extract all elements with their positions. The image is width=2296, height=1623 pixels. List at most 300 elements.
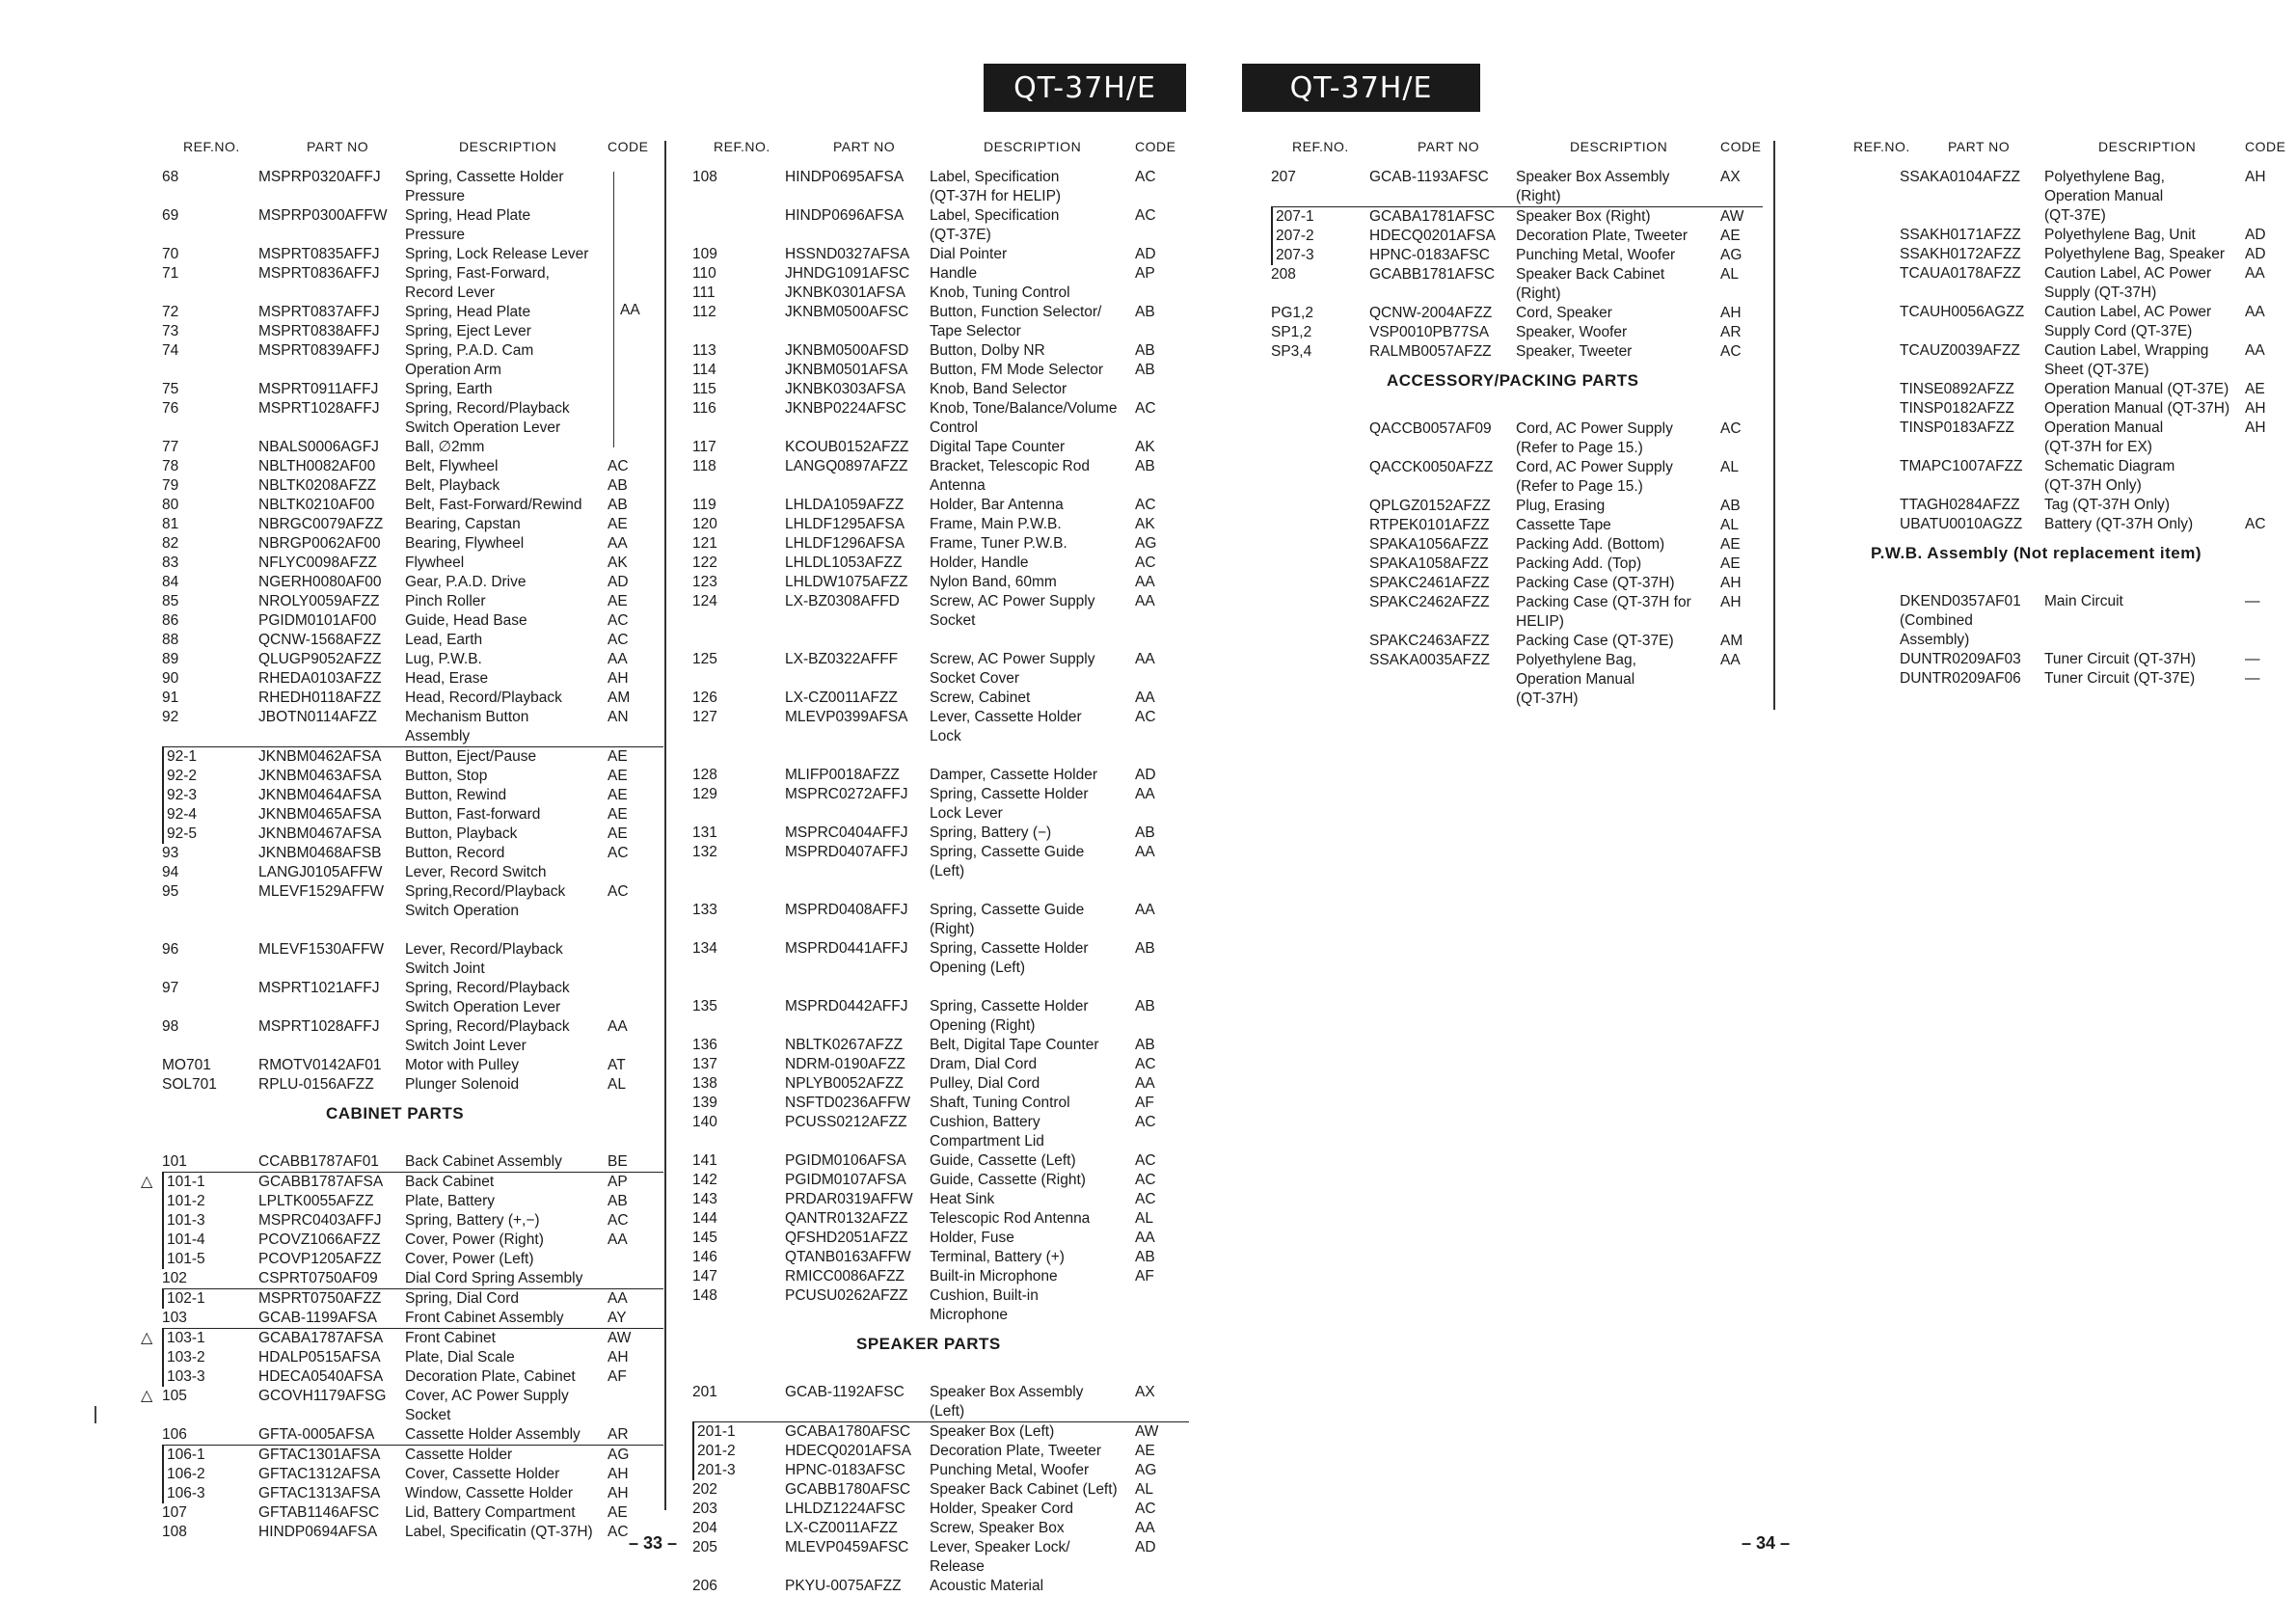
price-code: AW — [608, 1330, 632, 1346]
part-description: Packing Add. (Top) — [1516, 555, 1642, 572]
part-description: Cassette Holder Assembly — [405, 1426, 581, 1443]
section-title: P.W.B. Assembly (Not replacement item) — [1871, 544, 2202, 562]
description-header: DESCRIPTION — [459, 139, 557, 154]
price-code: AA — [2245, 304, 2265, 320]
part-number: RALMB0057AFZZ — [1369, 343, 1492, 360]
table-row — [1832, 380, 2276, 399]
part-description: Label, Specification (QT-37H for HELIP) — [930, 169, 1062, 204]
part-number: QTANB0163AFFW — [785, 1249, 911, 1265]
price-code: — — [2245, 670, 2260, 687]
price-code: AP — [608, 1174, 628, 1190]
table-row — [162, 1211, 663, 1231]
table-row — [692, 592, 1189, 631]
table-row — [692, 554, 1189, 573]
ref-number: 101-1 — [162, 1173, 258, 1192]
part-number: RHEDH0118AFZZ — [258, 690, 382, 706]
table-row — [692, 824, 1189, 843]
table-row — [1832, 457, 2276, 496]
ref-number: 79 — [162, 477, 179, 494]
part-no-header: PART NO — [1418, 139, 1480, 154]
part-number: JKNBM0462AFSA — [258, 748, 382, 765]
price-code: AH — [608, 1349, 629, 1366]
part-number: DKEND0357AF01 (Combined Assembly) — [1900, 593, 2021, 648]
table-row — [692, 939, 1189, 978]
part-number: NDRM-0190AFZZ — [785, 1056, 905, 1072]
part-number: LX-BZ0308AFFD — [785, 593, 900, 609]
ref-number: 106 — [162, 1426, 187, 1443]
part-description: Window, Cassette Holder — [405, 1485, 574, 1501]
table-row — [692, 997, 1189, 1036]
part-description: Built-in Microphone — [930, 1268, 1058, 1285]
price-code: AC — [1135, 1172, 1156, 1188]
part-description: Screw, AC Power Supply Socket Cover — [930, 651, 1095, 687]
ref-number: 71 — [162, 265, 179, 282]
price-code: AC — [608, 458, 629, 474]
part-number: MSPRD0407AFFJ — [785, 844, 908, 860]
stray-mark — [95, 1406, 96, 1423]
part-description: Spring, Cassette Holder Opening (Right) — [930, 998, 1089, 1034]
price-code: AA — [1135, 786, 1155, 802]
column-divider — [1773, 141, 1775, 710]
table-row — [692, 1577, 1189, 1596]
ref-number: 120 — [692, 516, 717, 532]
ref-number: 94 — [162, 864, 179, 880]
part-description: Cord, AC Power Supply (Refer to Page 15.) — [1516, 459, 1673, 495]
table-row — [692, 1500, 1189, 1519]
price-code: AB — [1720, 498, 1741, 514]
part-number: HDALP0515AFSA — [258, 1349, 381, 1366]
price-code: AD — [2245, 227, 2266, 243]
price-code: AE — [608, 1504, 628, 1521]
part-description: Polyethylene Bag, Operation Manual (QT-37E) — [2044, 169, 2165, 224]
table-row — [141, 1172, 663, 1192]
price-code: AB — [608, 497, 628, 513]
table-row — [1271, 555, 1763, 574]
part-description: Back Cabinet — [405, 1174, 495, 1190]
price-code: AE — [608, 825, 628, 842]
part-description: Spring, Cassette Holder Opening (Left) — [930, 940, 1089, 976]
part-description: Holder, Speaker Cord — [930, 1501, 1074, 1517]
part-number: HDECQ0201AFSA — [785, 1443, 911, 1459]
price-code: AK — [608, 555, 628, 571]
part-number: TTAGH0284AFZZ — [1900, 497, 2020, 513]
part-number: GCABA1781AFSC — [1369, 208, 1496, 225]
description-header: DESCRIPTION — [984, 139, 1082, 154]
part-number: QACCB0057AF09 — [1369, 420, 1492, 437]
price-code: AP — [1135, 265, 1155, 282]
table-row — [162, 341, 663, 380]
table-row — [162, 496, 663, 515]
ref-number: 148 — [692, 1287, 717, 1304]
code-group-value: AA — [620, 302, 640, 318]
part-number: SSAKA0104AFZZ — [1900, 169, 2020, 185]
table-row — [162, 863, 663, 882]
table-row — [141, 1387, 663, 1425]
part-description: Spring, Record/Playback Switch Operation Lever — [405, 980, 570, 1015]
table-row — [692, 1248, 1189, 1267]
parts-column-2 — [692, 135, 1189, 1596]
price-code: AC — [608, 1212, 629, 1229]
part-description: Dial Cord Spring Assembly — [405, 1270, 583, 1286]
part-number: GCOVH1179AFSG — [258, 1388, 387, 1404]
table-row — [1832, 592, 2276, 650]
price-code: AE — [608, 806, 628, 823]
part-number: NBRGP0062AF00 — [258, 535, 381, 552]
table-row — [162, 825, 663, 844]
part-description: Speaker Box (Right) — [1516, 208, 1651, 225]
part-number: QPLGZ0152AFZZ — [1369, 498, 1491, 514]
ref-number: 72 — [162, 304, 179, 320]
ref-number: 111 — [692, 284, 716, 301]
part-number: HINDP0694AFSA — [258, 1524, 378, 1540]
price-code: AE — [608, 593, 628, 609]
price-code: AH — [2245, 169, 2266, 185]
price-code: AG — [1720, 247, 1742, 263]
part-description: Tag (QT-37H Only) — [2044, 497, 2171, 513]
part-number: PGIDM0107AFSA — [785, 1172, 906, 1188]
table-row — [692, 843, 1189, 881]
ref-number: 139 — [692, 1095, 717, 1111]
part-description: Nylon Band, 60mm — [930, 574, 1057, 590]
ref-number: 105 — [162, 1388, 187, 1404]
table-row — [692, 1055, 1189, 1074]
table-row — [692, 1094, 1189, 1113]
part-description: Front Cabinet Assembly — [405, 1310, 564, 1326]
part-number: MLEVP0459AFSC — [785, 1539, 909, 1555]
part-number: SPAKC2462AFZZ — [1369, 594, 1490, 610]
price-code: AB — [1135, 1249, 1155, 1265]
table-row — [692, 650, 1189, 689]
part-description: Button, Record — [405, 845, 505, 861]
table-row — [692, 361, 1189, 380]
part-number: NBLTK0267AFZZ — [785, 1037, 904, 1053]
table-row — [692, 457, 1189, 496]
part-number: GCABB1781AFSC — [1369, 266, 1496, 283]
table-row — [1832, 303, 2276, 341]
part-description: Battery (QT-37H Only) — [2044, 516, 2194, 532]
part-description: Dial Pointer — [930, 246, 1008, 262]
part-number: DUNTR0209AF03 — [1900, 651, 2021, 667]
table-row — [162, 1152, 663, 1172]
price-code: AW — [1135, 1423, 1159, 1440]
part-description: Ball, ∅2mm — [405, 439, 485, 455]
price-code: AK — [1135, 516, 1155, 532]
part-description: Mechanism Button Assembly — [405, 709, 529, 744]
ref-number: 98 — [162, 1018, 179, 1035]
table-row — [692, 534, 1189, 554]
table-row — [162, 1503, 663, 1523]
part-number: NBLTK0208AFZZ — [258, 477, 377, 494]
part-description: Spring, Cassette Holder Pressure — [405, 169, 564, 204]
table-row — [1271, 651, 1763, 709]
part-number: LX-CZ0011AFZZ — [785, 1520, 898, 1536]
part-description: Spring, P.A.D. Cam Operation Arm — [405, 342, 534, 378]
price-code: AC — [1720, 420, 1742, 437]
ref-number: 119 — [692, 497, 716, 513]
part-number: GFTA-0005AFSA — [258, 1426, 375, 1443]
safety-warning-icon: △ — [141, 1174, 153, 1190]
price-code: AE — [1720, 228, 1741, 244]
ref-number: 80 — [162, 497, 179, 513]
part-number: TINSP0183AFZZ — [1900, 419, 2014, 436]
price-code: AL — [608, 1076, 626, 1093]
column-header — [692, 135, 1189, 156]
part-number: NROLY0059AFZZ — [258, 593, 380, 609]
section-title: ACCESSORY/PACKING PARTS — [1387, 371, 1639, 390]
table-row — [692, 1171, 1189, 1190]
part-number: KCOUB0152AFZZ — [785, 439, 909, 455]
ref-number: 97 — [162, 980, 179, 996]
ref-number: 143 — [692, 1191, 717, 1207]
price-code: AB — [1135, 998, 1155, 1014]
part-number: NSFTD0236AFFW — [785, 1095, 911, 1111]
price-code: AA — [1135, 844, 1155, 860]
table-row — [692, 1421, 1189, 1442]
table-row — [692, 1267, 1189, 1286]
ref-number: 205 — [692, 1539, 717, 1555]
ref-number: 103 — [162, 1310, 187, 1326]
part-number: PKYU-0075AFZZ — [785, 1578, 902, 1594]
table-row — [692, 264, 1189, 284]
table-row — [692, 1113, 1189, 1151]
table-row — [692, 399, 1189, 438]
ref-number: 137 — [692, 1056, 717, 1072]
part-description: Spring, Head Plate Pressure — [405, 207, 531, 243]
part-description: Screw, Speaker Box — [930, 1520, 1065, 1536]
part-number: MSPRD0442AFFJ — [785, 998, 908, 1014]
part-number: MSPRP0300AFFW — [258, 207, 388, 224]
table-row — [1832, 399, 2276, 419]
table-row — [1271, 265, 1763, 304]
part-description: Handle — [930, 265, 978, 282]
table-row — [1271, 246, 1763, 265]
price-code: — — [2245, 593, 2260, 609]
part-number: QANTR0132AFZZ — [785, 1210, 908, 1227]
ref-number: 69 — [162, 207, 179, 224]
part-number: PCUSU0262AFZZ — [785, 1287, 908, 1304]
table-row — [692, 206, 1189, 245]
ref-number: 145 — [692, 1230, 717, 1246]
ref-number: 129 — [692, 786, 717, 802]
table-row — [1271, 419, 1763, 458]
ref-number: 85 — [162, 593, 179, 609]
description-header: DESCRIPTION — [1570, 139, 1668, 154]
table-row — [1832, 496, 2276, 515]
ref-number: 117 — [692, 439, 716, 455]
ref-number: 92-4 — [162, 805, 258, 825]
part-description: Spring, Dial Cord — [405, 1290, 520, 1307]
table-row — [162, 554, 663, 573]
price-code: AH — [1720, 594, 1742, 610]
price-code: AD — [608, 574, 629, 590]
page-number-left: – 33 – — [629, 1533, 678, 1553]
price-code: AX — [1720, 169, 1741, 185]
part-description: Lead, Earth — [405, 632, 483, 648]
price-code: AC — [1135, 1114, 1156, 1130]
code-header: CODE — [608, 139, 649, 154]
part-description: Bearing, Capstan — [405, 516, 521, 532]
table-row — [692, 515, 1189, 534]
ref-number: 75 — [162, 381, 179, 397]
part-number: JKNBM0465AFSA — [258, 806, 382, 823]
part-number: MLEVF1529AFFW — [258, 883, 385, 900]
part-description: Decoration Plate, Tweeter — [930, 1443, 1102, 1459]
table-row — [1271, 323, 1763, 342]
table-row — [162, 1309, 663, 1328]
part-number: TMAPC1007AFZZ — [1900, 458, 2023, 474]
price-code: AC — [2245, 516, 2266, 532]
ref-number: 147 — [692, 1268, 717, 1285]
part-no-header: PART NO — [833, 139, 896, 154]
part-description: Spring, Cassette Guide (Left) — [930, 844, 1085, 879]
price-code: AY — [608, 1310, 627, 1326]
table-row — [692, 380, 1189, 399]
part-description: Knob, Tone/Balance/Volume Control — [930, 400, 1118, 436]
ref-number: 141 — [692, 1152, 717, 1169]
part-number: JHNDG1091AFSC — [785, 265, 910, 282]
part-number: HPNC-0183AFSC — [1369, 247, 1490, 263]
part-number: JKNBM0467AFSA — [258, 825, 382, 842]
table-row — [162, 979, 663, 1017]
table-row — [162, 767, 663, 786]
ref-number: 77 — [162, 439, 179, 455]
price-code: AH — [1720, 305, 1742, 321]
table-row — [162, 457, 663, 476]
part-description: Cushion, Built-in Microphone — [930, 1287, 1039, 1323]
price-code: AG — [608, 1447, 630, 1463]
price-code: AB — [608, 477, 628, 494]
part-description: Screw, AC Power Supply Socket — [930, 593, 1095, 629]
table-row — [162, 1348, 663, 1367]
price-code: AA — [1720, 652, 1741, 668]
price-code: BE — [608, 1153, 628, 1170]
price-code: AR — [608, 1426, 629, 1443]
part-number: JKNBM0501AFSA — [785, 362, 908, 378]
section-title: CABINET PARTS — [326, 1104, 465, 1123]
ref-number: 134 — [692, 940, 717, 957]
ref-number: 103-1 — [162, 1329, 258, 1348]
price-code: AA — [1135, 593, 1155, 609]
ref-number: 207-2 — [1271, 227, 1369, 246]
table-row — [692, 168, 1189, 206]
table-row — [1271, 497, 1763, 516]
ref-number: SOL701 — [162, 1076, 217, 1093]
part-number: QACCK0050AFZZ — [1369, 459, 1494, 475]
part-description: Spring,Record/Playback Switch Operation — [405, 883, 566, 919]
price-code: — — [2245, 651, 2260, 667]
price-code: AE — [2245, 381, 2265, 397]
ref-number: 73 — [162, 323, 179, 339]
price-code: AB — [1135, 458, 1155, 474]
price-code: AA — [608, 1231, 628, 1248]
part-number: LANGJ0105AFFW — [258, 864, 383, 880]
ref-number: 92-1 — [162, 747, 258, 767]
table-row — [162, 1269, 663, 1288]
part-number: SPAKC2463AFZZ — [1369, 633, 1490, 649]
part-description: Cushion, Battery Compartment Lid — [930, 1114, 1044, 1150]
part-description: Packing Add. (Bottom) — [1516, 536, 1665, 553]
part-description: Spring, Record/Playback Switch Joint Lever — [405, 1018, 570, 1054]
part-number: LX-BZ0322AFFF — [785, 651, 899, 667]
part-description: Spring, Cassette Guide (Right) — [930, 902, 1085, 937]
part-number: VSP0010PB77SA — [1369, 324, 1490, 340]
table-row — [1271, 458, 1763, 497]
table-row — [1271, 632, 1763, 651]
ref-number: 136 — [692, 1037, 717, 1053]
ref-number: PG1,2 — [1271, 305, 1313, 321]
column-divider — [664, 141, 666, 1510]
price-code: AA — [1135, 651, 1155, 667]
part-description: Schematic Diagram (QT-37H Only) — [2044, 458, 2175, 494]
part-number: LHLDF1295AFSA — [785, 516, 905, 532]
part-number: LX-CZ0011AFZZ — [785, 690, 898, 706]
part-number: MSPRT0835AFFJ — [258, 246, 380, 262]
ref-number: 101-5 — [162, 1250, 258, 1269]
table-row — [162, 168, 663, 206]
ref-number: 96 — [162, 941, 179, 958]
part-description: Frame, Main P.W.B. — [930, 516, 1062, 532]
price-code: AC — [1135, 207, 1156, 224]
price-code: AC — [1135, 497, 1156, 513]
part-number: QCNW-2004AFZZ — [1369, 305, 1493, 321]
ref-number: 116 — [692, 400, 716, 417]
part-number: QLUGP9052AFZZ — [258, 651, 382, 667]
price-code: AC — [1135, 1501, 1156, 1517]
ref-number: 201-2 — [692, 1442, 785, 1461]
table-row — [1271, 206, 1763, 227]
part-description: Lid, Battery Compartment — [405, 1504, 576, 1521]
part-description: Lever, Record Switch — [405, 864, 547, 880]
table-row — [692, 245, 1189, 264]
table-row — [162, 573, 663, 592]
part-number: JBOTN0114AFZZ — [258, 709, 377, 725]
price-code: AX — [1135, 1384, 1155, 1400]
table-row — [1832, 245, 2276, 264]
part-description: Punching Metal, Woofer — [930, 1462, 1090, 1478]
price-code: AH — [2245, 400, 2266, 417]
part-description: Damper, Cassette Holder — [930, 767, 1098, 783]
ref-number: 128 — [692, 767, 717, 783]
part-description: Plate, Battery — [405, 1193, 496, 1209]
part-number: JKNBM0500AFSC — [785, 304, 909, 320]
table-row — [1832, 264, 2276, 303]
part-number: RHEDA0103AFZZ — [258, 670, 382, 687]
price-code: AG — [1135, 535, 1157, 552]
table-row — [692, 785, 1189, 824]
table-row — [162, 689, 663, 708]
table-row — [162, 631, 663, 650]
part-number: MSPRT0837AFFJ — [258, 304, 380, 320]
table-row — [692, 689, 1189, 708]
table-row — [692, 1442, 1189, 1461]
table-row — [162, 206, 663, 245]
ref-number: 124 — [692, 593, 717, 609]
table-row — [1832, 226, 2276, 245]
part-description: Lever, Cassette Holder Lock — [930, 709, 1082, 744]
part-number: JKNBM0463AFSA — [258, 768, 382, 784]
price-code: AC — [1135, 1056, 1156, 1072]
price-code: AH — [608, 1466, 629, 1482]
ref-number: 107 — [162, 1504, 187, 1521]
table-row — [162, 380, 663, 399]
part-description: Button, Dolby NR — [930, 342, 1045, 359]
part-number: JKNBP0224AFSC — [785, 400, 906, 417]
part-number: MLEVP0399AFSA — [785, 709, 908, 725]
part-description: Packing Case (QT-37H) — [1516, 575, 1675, 591]
part-description: Pinch Roller — [405, 593, 486, 609]
table-row — [162, 592, 663, 611]
ref-number: 102 — [162, 1270, 187, 1286]
